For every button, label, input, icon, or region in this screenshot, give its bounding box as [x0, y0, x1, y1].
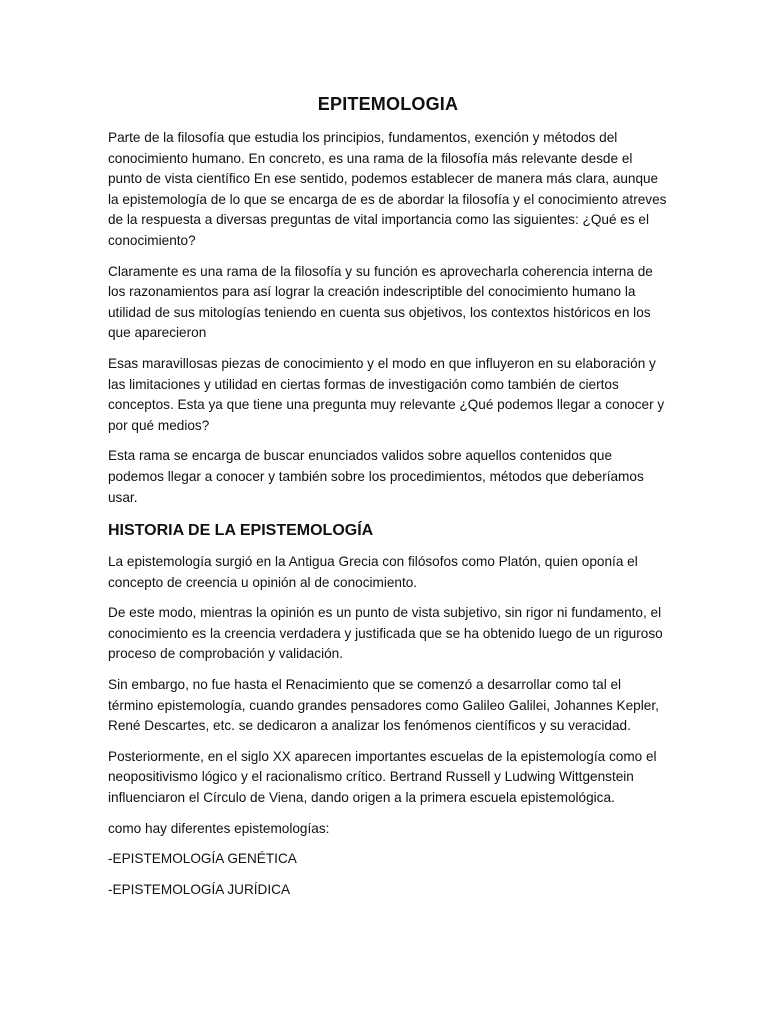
history-paragraph-2: De este modo, mientras la opinión es un punto de vista subjetivo, sin rigor ni fundamento, el conocimiento es la creencia verdadera y justificada que se ha obtenido luego de un riguroso proceso de comprobación y validación. — [108, 605, 663, 662]
history-paragraph-4: Posteriormente, en el siglo XX aparecen importantes escuelas de la epistemología como el neopositivismo lógico y el racionalismo crítico. Bertrand Russell y Ludwing Wittgenstein influenciaron el Círculo de Viena, dando origen a la primera escuela epistemológica. — [108, 748, 657, 806]
history-paragraph-5: como hay diferentes epistemologías: — [108, 820, 330, 836]
intro-paragraph-1: Parte de la filosofía que estudia los principios, fundamentos, exención y métodos del conocimiento humano. En concreto, es una rama de la filosofía más relevante desde el punto de vista científico En ese sentido, podemos establecer de manera más clara, aunque la epistemología de lo que se encarga de es de abordar la filosofía y el conocimiento atreves de la respuesta a diversas preguntas de vital importancia como las siguientes: ¿Qué es el conocimiento? — [108, 130, 667, 248]
history-paragraph-3: Sin embargo, no fue hasta el Renacimiento que se comenzó a desarrollar como tal el término epistemología, cuando grandes pensadores como Galileo Galilei, Johannes Kepler, René Descartes, etc. se dedicaron a analizar los fenómenos científicos y su veracidad. — [108, 677, 659, 734]
intro-paragraph-4: Esta rama se encarga de buscar enunciados validos sobre aquellos contenidos que podemos llegar a conocer y también sobre los procedimientos, métodos que deberíamos usar. — [108, 448, 644, 505]
section-heading-history: HISTORIA DE LA EPISTEMOLOGÍA — [108, 522, 374, 540]
list-item-genetic: -EPISTEMOLOGÍA GENÉTICA — [108, 851, 297, 867]
list-item-juridical: -EPISTEMOLOGÍA JURÍDICA — [108, 881, 291, 897]
intro-paragraph-2: Claramente es una rama de la filosofía y su función es aprovecharla coherencia interna de los razonamientos para así lograr la creación indescriptible del conocimiento humano la utilidad de sus mitologías teniendo en cuenta sus objetivos, los contextos históricos en los que aparecieron — [108, 263, 653, 341]
intro-paragraph-3: Esas maravillosas piezas de conocimiento y el modo en que influyeron en su elaboración y las limitaciones y utilidad en ciertas formas de investigación como también de ciertos conceptos. Esta ya que tiene una pregunta muy relevante ¿Qué podemos llegar a conocer y por qué medios? — [108, 355, 665, 433]
document-page — [108, 92, 668, 910]
page-title: EPITEMOLOGIA — [317, 94, 459, 114]
history-paragraph-1: La epistemología surgió en la Antigua Grecia con filósofos como Platón, quien oponía el concepto de creencia u opinión al de conocimiento. — [108, 554, 638, 590]
